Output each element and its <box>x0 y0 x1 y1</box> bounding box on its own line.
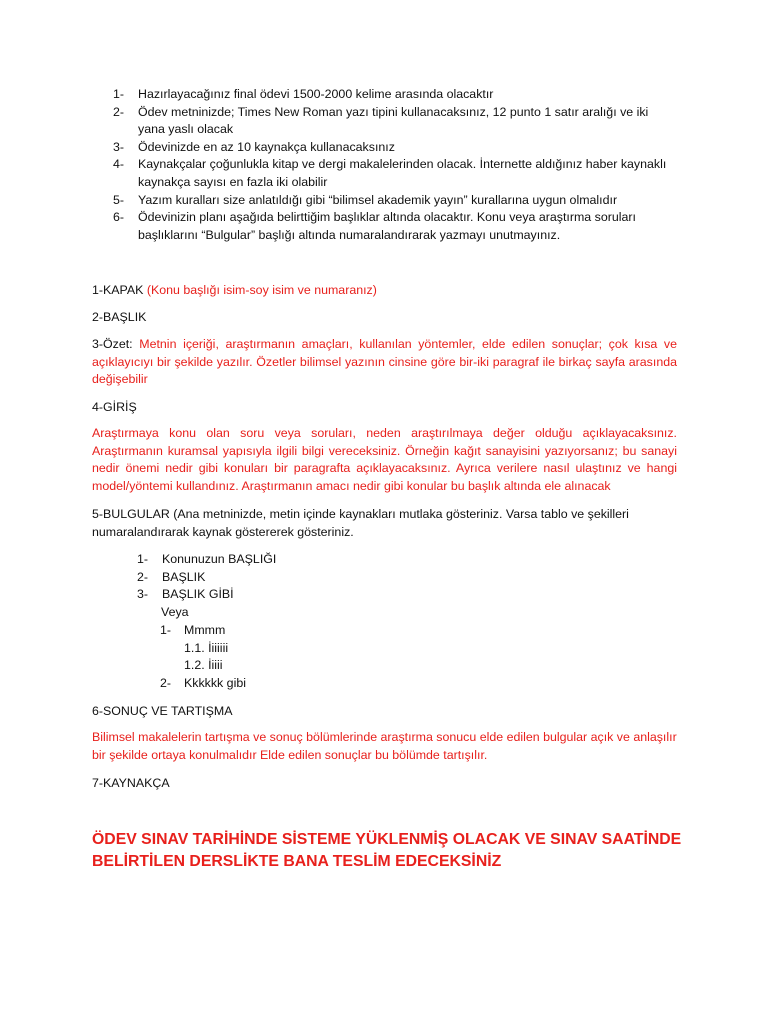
list-text: BAŞLIK GİBİ <box>162 587 234 602</box>
list-number: 4- <box>113 157 125 172</box>
section-label: 3-Özet: <box>92 337 133 351</box>
instruction-list <box>113 86 673 244</box>
list-text: Kaynakçalar çoğunlukla kitap ve dergi makalelerinden olacak. İnternette aldığınız haber kaynaklı kaynakça sayısı en fazla iki olabilir <box>138 157 667 189</box>
bulgular-list <box>137 551 537 604</box>
list-number: 2- <box>160 676 172 690</box>
nested-item-1-1: 1.1. İiiiiii <box>184 641 229 655</box>
list-item <box>113 156 673 191</box>
section-label: 1-KAPAK <box>92 283 144 297</box>
list-text: Yazım kuralları size anlatıldığı gibi “bilimsel akademik yayın” kurallarına uygun olmalıdır <box>138 192 618 207</box>
section-label: 4-GİRİŞ <box>92 400 137 414</box>
nested-item-2 <box>160 675 246 693</box>
list-text: Hazırlayacağınız final ödevi 1500-2000 kelime arasında olacaktır <box>138 87 494 101</box>
section-note: (Konu başlığı isim-soy isim ve numaranız) <box>146 283 377 297</box>
section-sonuc-body: Bilimsel makalelerin tartışma ve sonuç bölümlerinde araştırma sonucu elde edilen bulgular açık ve anlaşılır bir şekilde ortaya konulmalıdır Elde edilen sonuçlar bu bölümde tartışılır. <box>92 730 677 762</box>
list-text: Kkkkkk gibi <box>184 676 246 690</box>
list-text: Ödevinizde en az 10 kaynakça kullanacaksınız <box>138 139 395 154</box>
list-number: 2- <box>113 104 125 119</box>
nested-item-1-2: 1.2. İiiii <box>184 658 223 672</box>
section-bulgular: 5-BULGULAR (Ana metninizde, metin içinde kaynakları mutlaka gösteriniz. Varsa tablo ve şekilleri numaralandırarak kaynak göstererek gösteriniz. <box>92 507 629 539</box>
list-item <box>113 104 673 139</box>
veya-label: Veya <box>161 605 189 619</box>
section-giris-body: Araştırmaya konu olan soru veya soruları, neden araştırılmaya değer olduğu açıklayacaksınız. Araştırmanın kuramsal yapısıyla ilgili bilgi vereceksiniz. Örneğin kağıt sanayisini yazıyorsanız; bu sanayi nedir önemi nedir gibi konuları bir paragrafta açıklayacaksınız. Ayrıca verilere nasıl ulaştınız ve hangi model/yöntemi kullandınız. Araştırmanın amacı nedir gibi konular bu başlık altında ele alınacak <box>92 426 677 493</box>
nested-item-1 <box>160 622 225 640</box>
section-label: 2-BAŞLIK <box>92 310 147 324</box>
list-text: Konunuzun BAŞLIĞI <box>162 552 277 566</box>
list-number: 1- <box>113 87 125 101</box>
section-ozet <box>92 336 677 389</box>
list-item <box>113 209 673 244</box>
list-text: Ödev metninizde; Times New Roman yazı tipini kullanacaksınız, 12 punto 1 satır aralığı ve iki yana yaslı olacak <box>138 104 649 137</box>
list-item <box>137 551 537 569</box>
list-item <box>113 192 673 210</box>
notice-heading: ÖDEV SINAV TARİHİNDE SİSTEME YÜKLENMİŞ OLACAK VE SINAV SAATİNDE BELİRTİLEN DERSLİKTE BANA TESLİM EDECEKSİNİZ <box>92 831 682 870</box>
section-sonuc: 6-SONUÇ VE TARTIŞMA <box>92 704 233 718</box>
section-kaynakca: 7-KAYNAKÇA <box>92 776 170 790</box>
section-body: Metnin içeriği, araştırmanın amaçları, kullanılan yöntemler, elde edilen sonuçlar; çok kısa ve açıklayıcıyı bir şekilde yazılır. Özetler bilimsel yazının cinsine göre bir-iki paragraf ile birkaç sayfa arasında değişebilir <box>92 337 677 387</box>
list-text: Ödevinizin planı aşağıda belirttiğim başlıklar altında olacaktır. Konu veya araştırma soruları başlıklarını “Bulgular” başlığı altında numaralandırarak yazmayı unutmayınız. <box>138 210 636 242</box>
list-number: 1- <box>137 552 149 566</box>
list-item <box>113 139 673 157</box>
section-kapak <box>92 282 677 300</box>
section-giris <box>92 399 677 417</box>
list-text: Mmmm <box>184 623 226 637</box>
list-number: 3- <box>113 139 125 154</box>
list-item <box>113 86 673 104</box>
list-text: BAŞLIK <box>162 569 206 584</box>
list-item <box>137 586 537 604</box>
section-baslik <box>92 309 677 327</box>
list-number: 5- <box>113 192 125 207</box>
list-item <box>137 569 537 587</box>
list-number: 2- <box>137 569 149 584</box>
list-number: 3- <box>137 587 149 602</box>
list-number: 1- <box>160 623 172 637</box>
list-number: 6- <box>113 210 125 225</box>
